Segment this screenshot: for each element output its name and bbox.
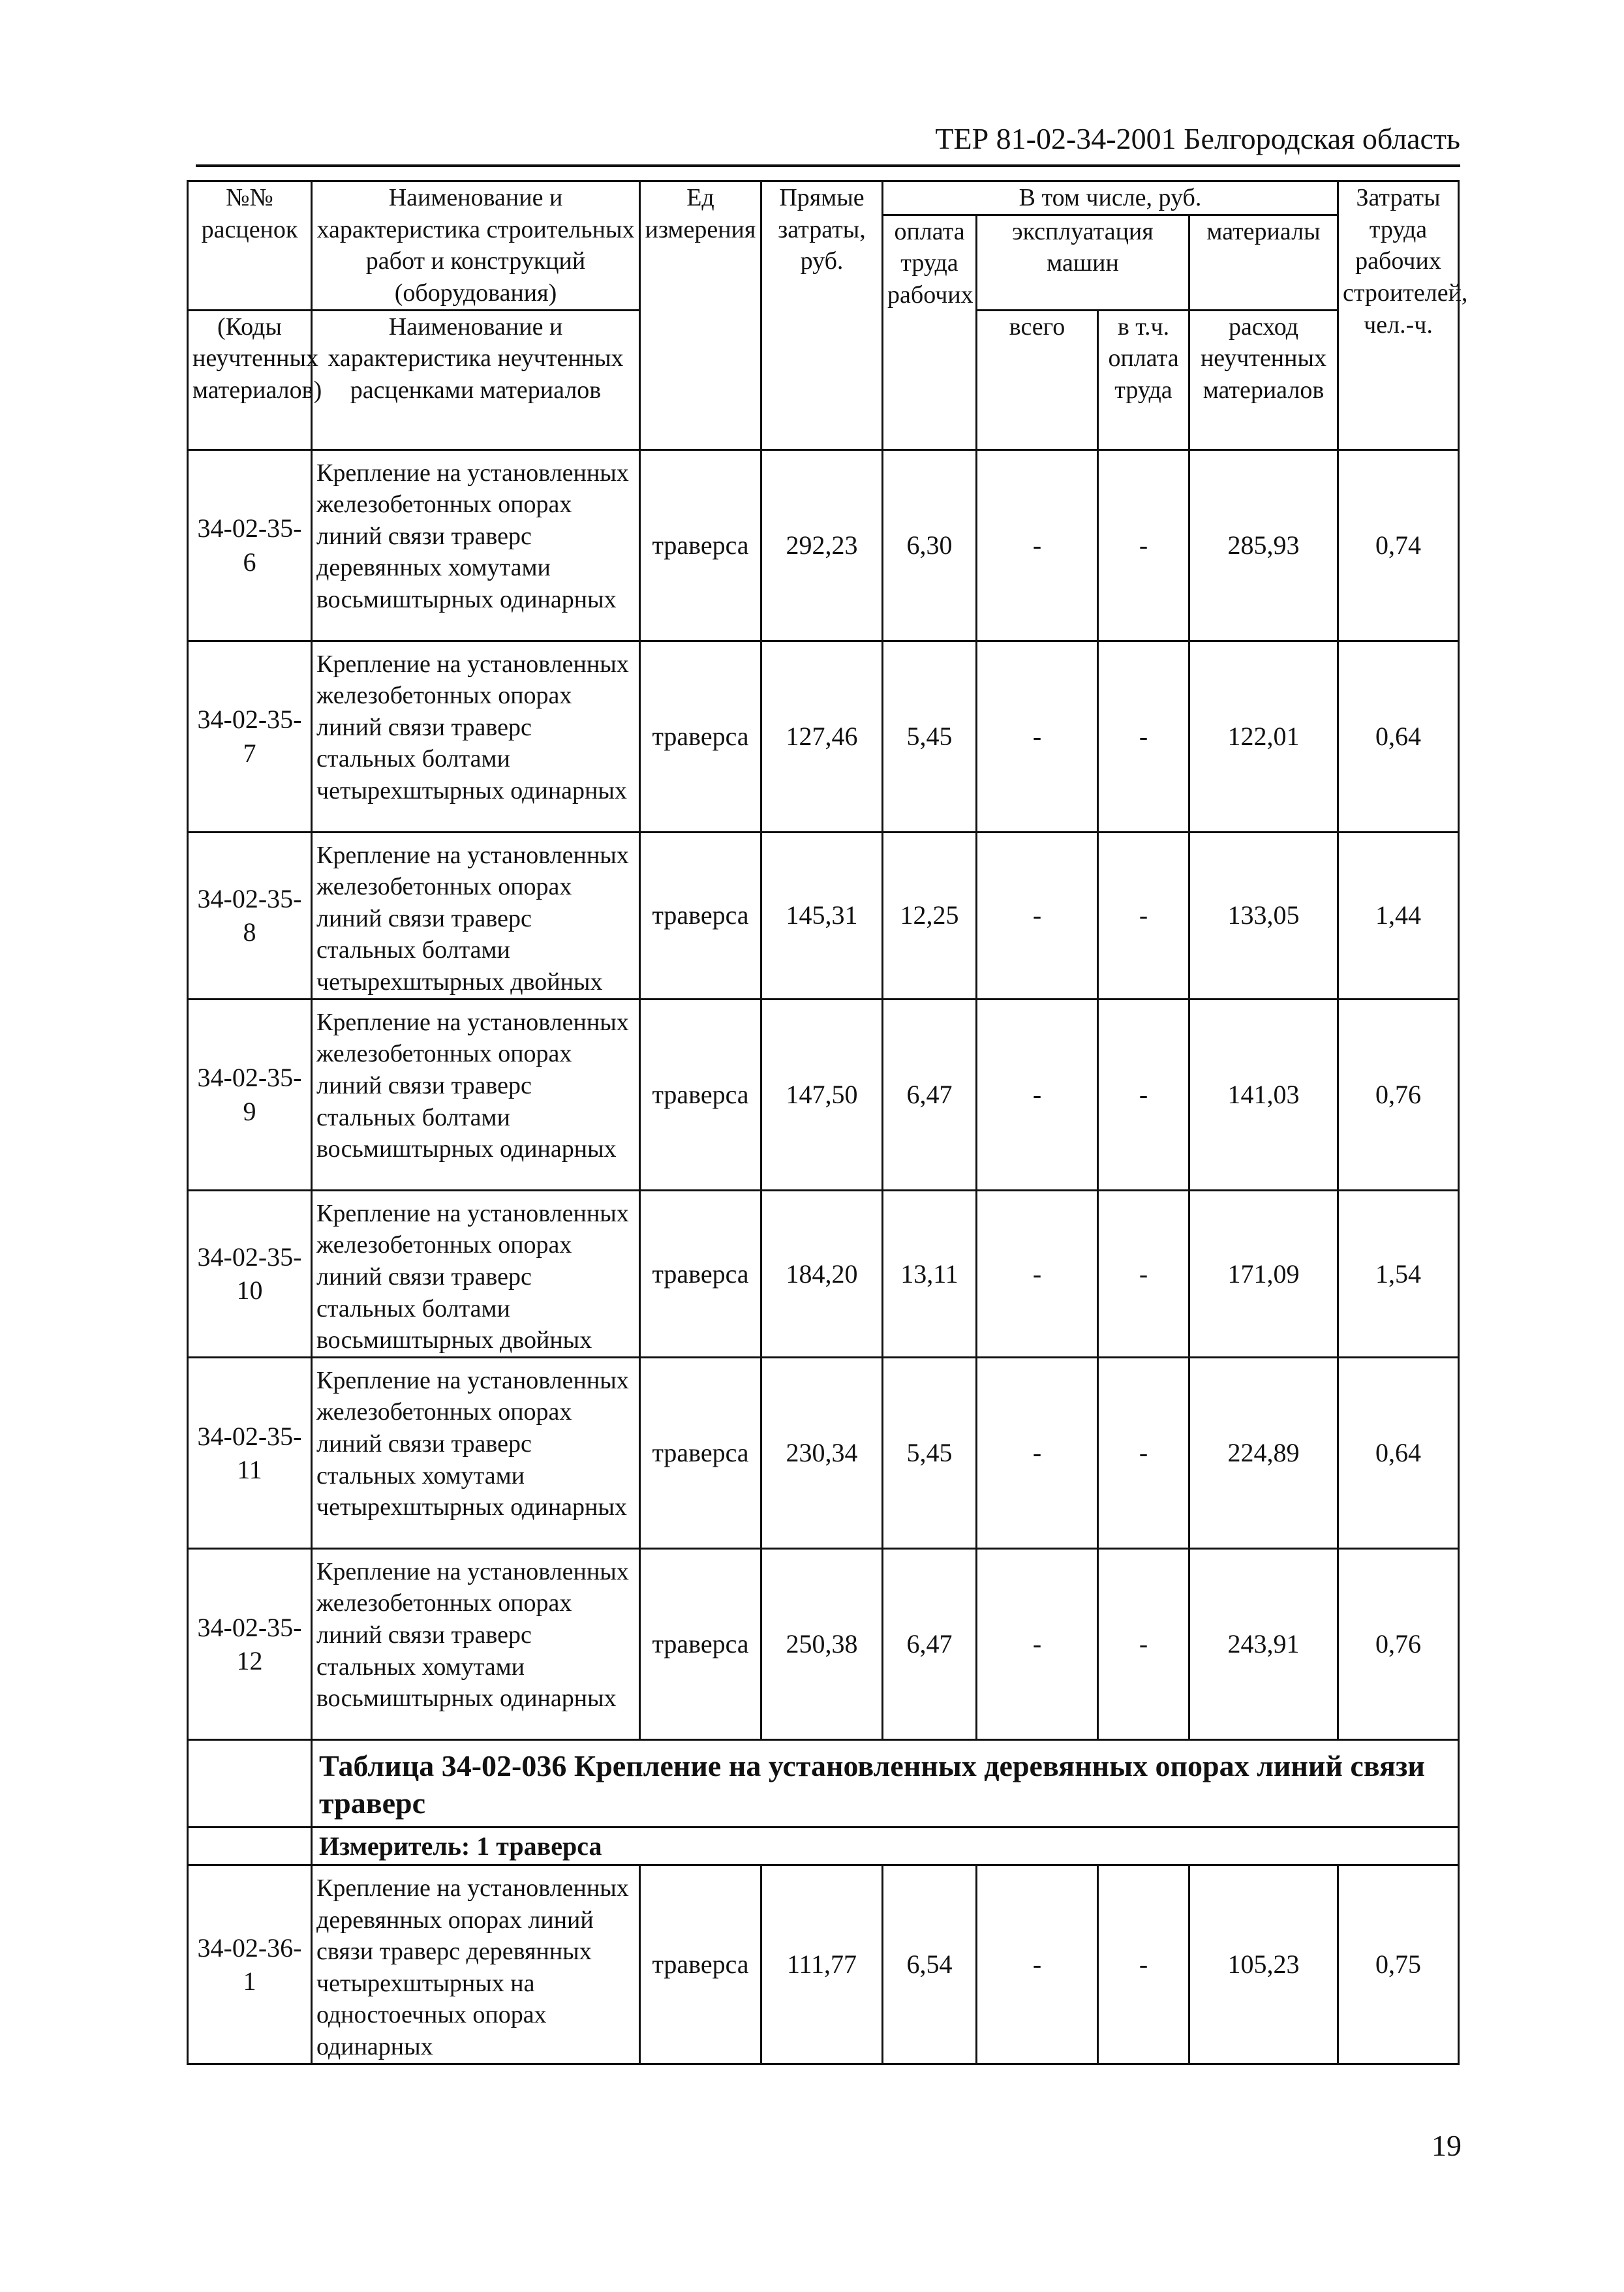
row-code: 34-02-35-11 — [188, 1357, 312, 1548]
row-machines: - — [977, 450, 1098, 641]
row-workers: 1,44 — [1338, 832, 1459, 999]
table-row — [188, 832, 1459, 999]
row-machines: - — [977, 999, 1098, 1190]
row-unit: траверса — [640, 1190, 761, 1357]
table-row — [188, 1190, 1459, 1357]
row-workers: 1,54 — [1338, 1190, 1459, 1357]
row-workers: 0,74 — [1338, 450, 1459, 641]
row-name: Крепление на установленных железобетонных опорах линий связи траверс стальных хомутами восьмиштырных одинарных — [312, 1548, 640, 1739]
row-materials: 285,93 — [1189, 450, 1338, 641]
row-unit: траверса — [640, 1548, 761, 1739]
row-labor: 12,25 — [883, 832, 977, 999]
row-materials: 141,03 — [1189, 999, 1338, 1190]
table-row — [188, 1357, 1459, 1548]
row-labor: 6,30 — [883, 450, 977, 641]
row-machines-pay: - — [1098, 450, 1189, 641]
row-name: Крепление на установленных железобетонных опорах линий связи траверс стальных болтами восьмиштырных двойных — [312, 1190, 640, 1357]
row-direct: 127,46 — [761, 641, 883, 832]
row-code: 34-02-35-12 — [188, 1548, 312, 1739]
row-name: Крепление на установленных железобетонных опорах линий связи траверс стальных болтами восьмиштырных одинарных — [312, 999, 640, 1190]
row-materials: 171,09 — [1189, 1190, 1338, 1357]
row-code: 34-02-35-7 — [188, 641, 312, 832]
row-labor: 6,47 — [883, 999, 977, 1190]
row-machines: - — [977, 832, 1098, 999]
row-name: Крепление на установленных железобетонных опорах линий связи траверс стальных болтами четырехштырных одинарных — [312, 641, 640, 832]
header-rule — [196, 164, 1460, 167]
row-machines: - — [977, 641, 1098, 832]
row-name: Крепление на установленных железобетонных опорах линий связи траверс стальных хомутами четырехштырных одинарных — [312, 1357, 640, 1548]
row-direct: 147,50 — [761, 999, 883, 1190]
row-unit: траверса — [640, 450, 761, 641]
col-header-labor-pay: оплата труда рабочих — [883, 215, 977, 450]
row-materials: 122,01 — [1189, 641, 1338, 832]
row-code: 34-02-36-1 — [188, 1865, 312, 2064]
row-name: Крепление на установленных деревянных опорах линий связи траверс деревянных четырехштырных на одностоечных опорах одинарных — [312, 1865, 640, 2064]
row-machines-pay: - — [1098, 1357, 1189, 1548]
row-unit: траверса — [640, 1357, 761, 1548]
col-header-machines: эксплуатация машин — [977, 215, 1189, 310]
row-name: Крепление на установленных железобетонных опорах линий связи траверс стальных болтами четырехштырных двойных — [312, 832, 640, 999]
row-name: Крепление на установленных железобетонных опорах линий связи траверс деревянных хомутами восьмиштырных одинарных — [312, 450, 640, 641]
row-machines-pay: - — [1098, 832, 1189, 999]
row-workers: 0,76 — [1338, 999, 1459, 1190]
col-header-total: всего — [977, 310, 1098, 450]
row-code: 34-02-35-10 — [188, 1190, 312, 1357]
col-header-name: Наименование и характеристика строительных работ и конструкций (оборудования) — [312, 181, 640, 311]
row-machines-pay: - — [1098, 641, 1189, 832]
section-measure: Измеритель: 1 траверса — [312, 1827, 1459, 1865]
col-header-unaccounted: расход неучтенных материалов — [1189, 310, 1338, 450]
col-header-incl-pay: в т.ч. оплата труда — [1098, 310, 1189, 450]
row-machines-pay: - — [1098, 999, 1189, 1190]
row-direct: 230,34 — [761, 1357, 883, 1548]
table-row — [188, 1865, 1459, 2064]
table-row — [188, 1548, 1459, 1739]
row-materials: 224,89 — [1189, 1357, 1338, 1548]
row-direct: 184,20 — [761, 1190, 883, 1357]
row-workers: 0,64 — [1338, 1357, 1459, 1548]
col-header-name-alt: Наименование и характеристика неучтенных расценками материалов — [312, 310, 640, 450]
col-header-materials: материалы — [1189, 215, 1338, 310]
col-header-incl: В том числе, руб. — [883, 181, 1338, 215]
row-labor: 13,11 — [883, 1190, 977, 1357]
row-machines-pay: - — [1098, 1190, 1189, 1357]
row-direct: 250,38 — [761, 1548, 883, 1739]
row-workers: 0,64 — [1338, 641, 1459, 832]
section-caption: Таблица 34-02-036 Крепление на установленных деревянных опорах линий связи траверс — [312, 1739, 1459, 1827]
row-machines: - — [977, 1190, 1098, 1357]
row-unit: траверса — [640, 1865, 761, 2064]
row-direct: 292,23 — [761, 450, 883, 641]
row-unit: траверса — [640, 999, 761, 1190]
col-header-code: №№ расценок — [188, 181, 312, 311]
row-code: 34-02-35-8 — [188, 832, 312, 999]
col-header-unit: Ед измерения — [640, 181, 761, 450]
measure-row — [188, 1827, 1459, 1865]
row-machines: - — [977, 1548, 1098, 1739]
row-direct: 145,31 — [761, 832, 883, 999]
row-labor: 6,47 — [883, 1548, 977, 1739]
row-workers: 0,75 — [1338, 1865, 1459, 2064]
col-header-direct: Прямые затраты, руб. — [761, 181, 883, 450]
table-row — [188, 450, 1459, 641]
row-code: 34-02-35-6 — [188, 450, 312, 641]
row-direct: 111,77 — [761, 1865, 883, 2064]
row-machines-pay: - — [1098, 1548, 1189, 1739]
price-table — [187, 180, 1468, 2065]
row-materials: 133,05 — [1189, 832, 1338, 999]
page-number: 19 — [1432, 2129, 1462, 2162]
row-machines: - — [977, 1865, 1098, 2064]
row-materials: 105,23 — [1189, 1865, 1338, 2064]
row-workers: 0,76 — [1338, 1548, 1459, 1739]
row-materials: 243,91 — [1189, 1548, 1338, 1739]
col-header-code-alt: (Коды неучтенных материалов) — [188, 310, 312, 450]
row-machines: - — [977, 1357, 1098, 1548]
row-unit: траверса — [640, 832, 761, 999]
row-labor: 5,45 — [883, 641, 977, 832]
row-code: 34-02-35-9 — [188, 999, 312, 1190]
row-labor: 6,54 — [883, 1865, 977, 2064]
document-header: ТЕР 81-02-34-2001 Белгородская область — [935, 122, 1460, 155]
section-caption-row — [188, 1739, 1459, 1827]
table-row — [188, 641, 1459, 832]
table-row — [188, 999, 1459, 1190]
row-machines-pay: - — [1098, 1865, 1189, 2064]
row-unit: траверса — [640, 641, 761, 832]
row-labor: 5,45 — [883, 1357, 977, 1548]
col-header-workers: Затраты труда рабочих строителей, чел.-ч. — [1338, 181, 1459, 450]
